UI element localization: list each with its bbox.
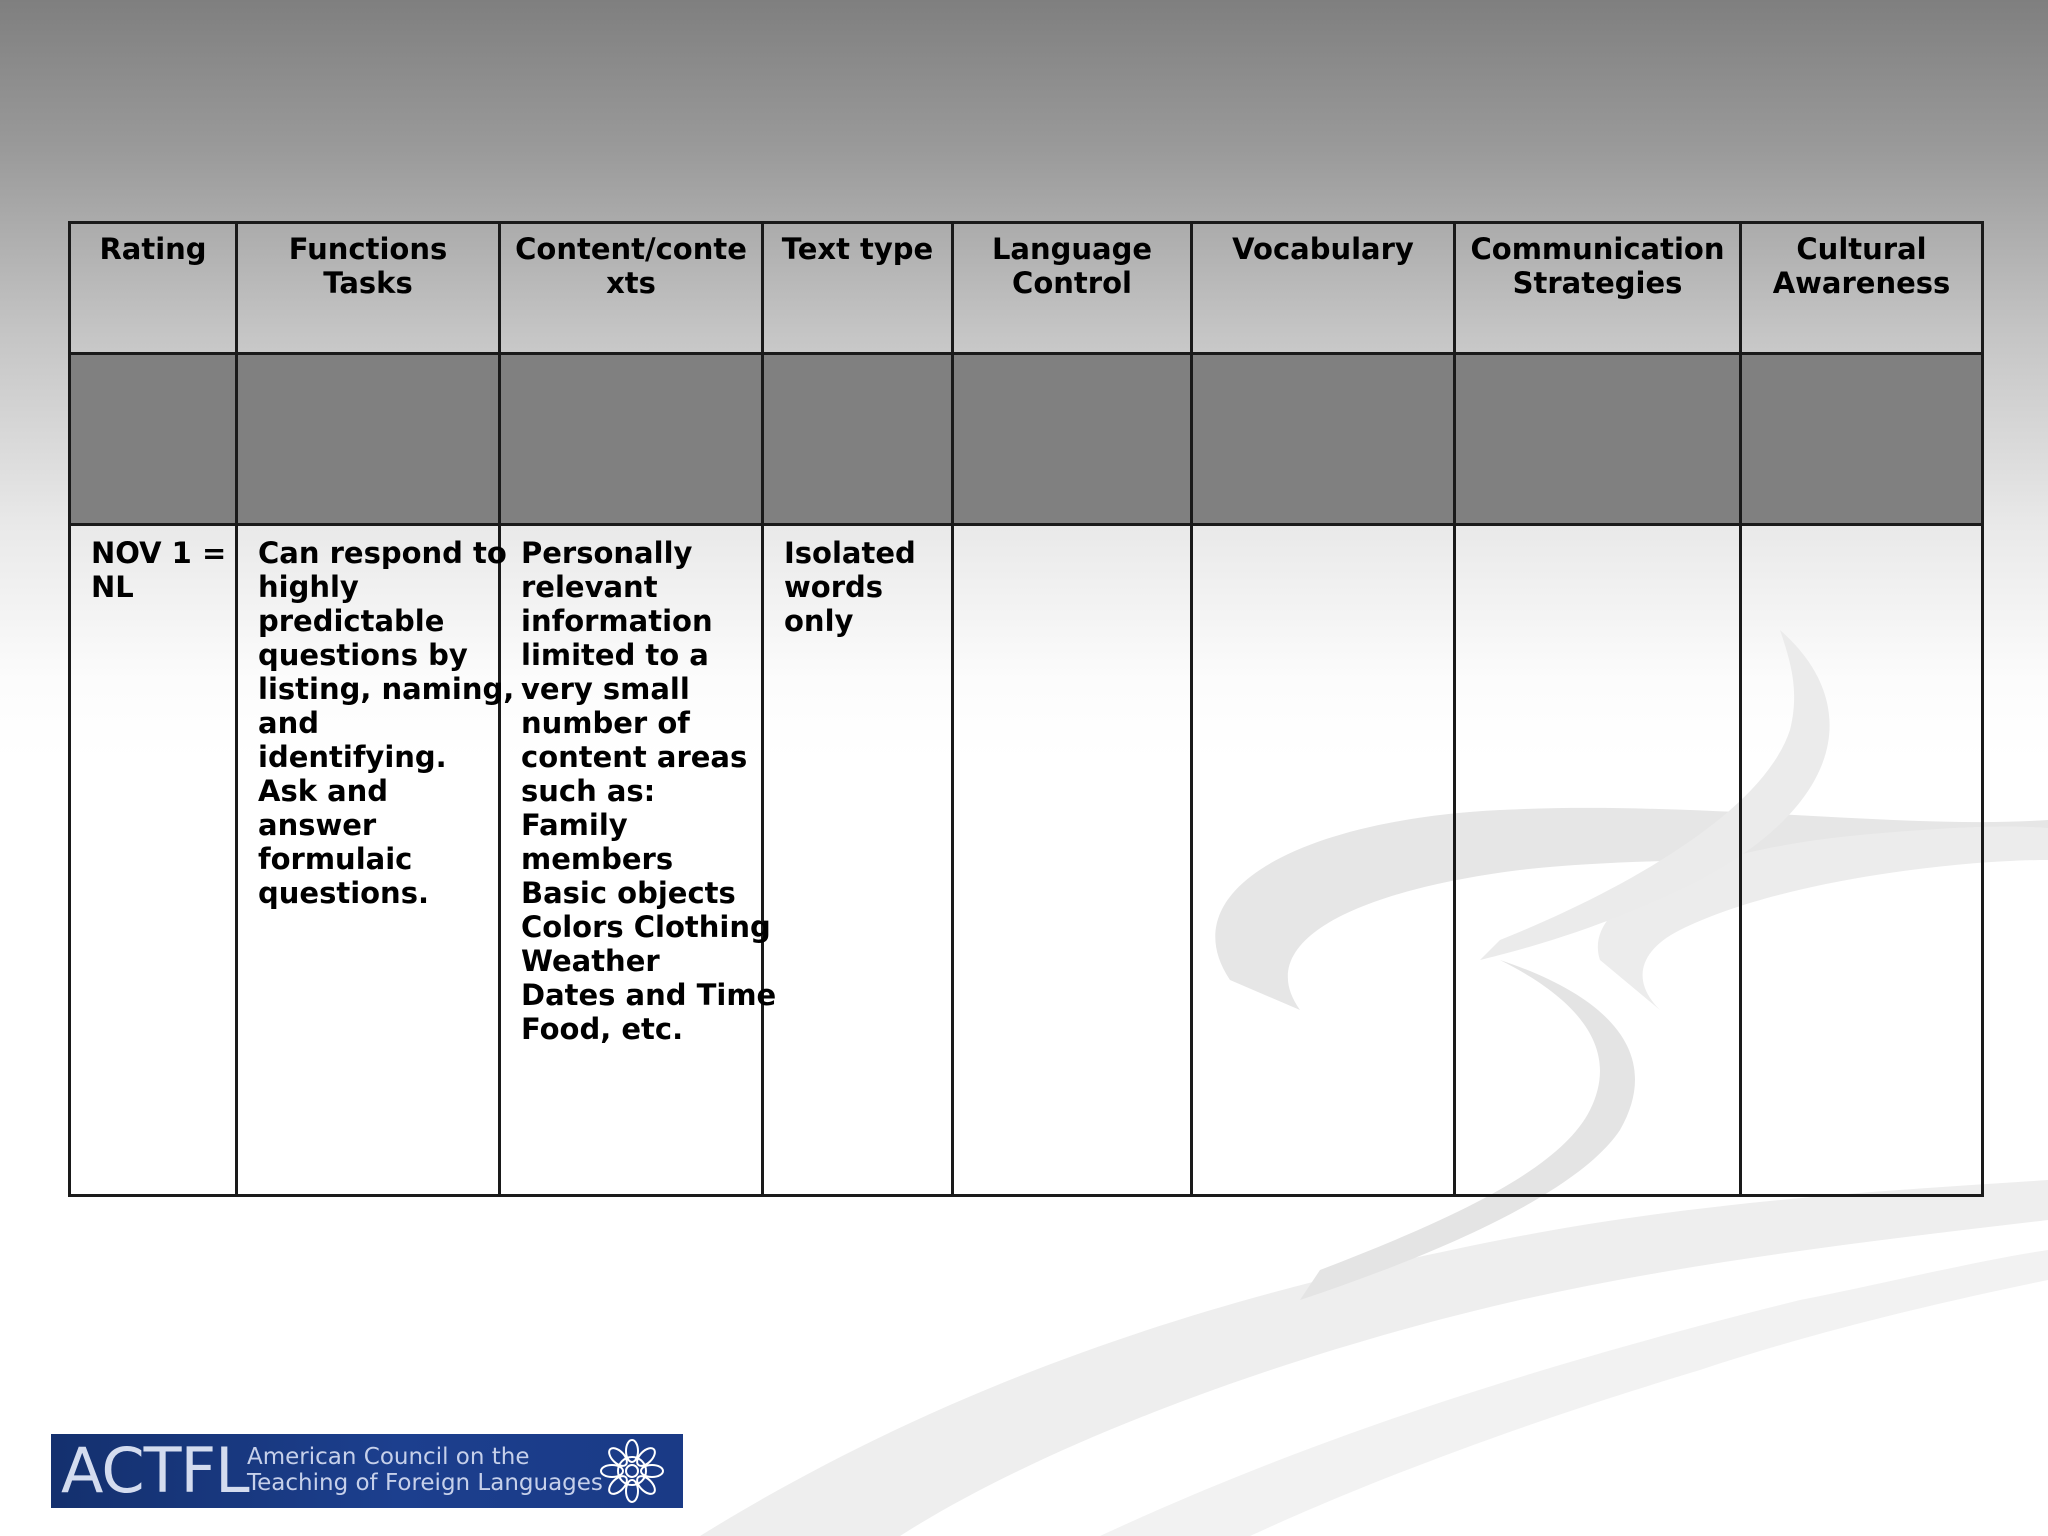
cell-text-line: number of: [521, 706, 690, 740]
cell-text-line: Vocabulary: [1232, 232, 1414, 266]
cell-text-line: identifying.: [258, 740, 447, 774]
cell-text-line: Control: [1012, 266, 1132, 300]
cell-text-line: highly: [258, 570, 359, 604]
cell-text-line: limited to a: [521, 638, 709, 672]
header-text-type: [763, 223, 953, 354]
cell-language-control: [953, 525, 1192, 1196]
cell-text-line: Basic objects: [521, 876, 736, 910]
cell-text-line: questions.: [258, 876, 429, 910]
cell-text-line: Cultural: [1796, 232, 1927, 266]
cell-text-line: xts: [606, 266, 656, 300]
cell-text-line: members: [521, 842, 674, 876]
cell-text-line: NL: [91, 570, 134, 604]
cell-text-line: Content/conte: [515, 232, 747, 266]
header-functions-tasks: [237, 223, 500, 354]
band-cell: [1455, 354, 1741, 525]
band-cell: [500, 354, 763, 525]
cell-text-line: Ask and: [258, 774, 389, 808]
cell-text-line: NOV 1 =: [91, 536, 227, 570]
cell-text-line: only: [784, 604, 854, 638]
cell-text-line: content areas: [521, 740, 748, 774]
band-cell: [1741, 354, 1983, 525]
logo-name-line-2: Teaching of Foreign Languages: [247, 1470, 603, 1496]
cell-text-line: Language: [991, 232, 1153, 266]
proficiency-table: [68, 221, 1984, 1197]
header-cultural-awareness: [1741, 223, 1983, 354]
header-content-contexts: [500, 223, 763, 354]
cell-text-line: very small: [521, 672, 690, 706]
band-cell: [1192, 354, 1455, 525]
cell-functions-tasks: [237, 525, 515, 1196]
cell-text-line: information: [521, 604, 713, 638]
gray-band-row: [70, 354, 1983, 525]
cell-text-type: [763, 525, 953, 1196]
cell-text-line: predictable: [258, 604, 445, 638]
cell-communication-strategies: [1455, 525, 1741, 1196]
logo-organization-name: [247, 1444, 603, 1496]
cell-text-line: Functions: [288, 232, 448, 266]
band-cell: [237, 354, 500, 525]
cell-text-line: questions by: [258, 638, 468, 672]
header-rating: [70, 223, 237, 354]
cell-text-line: Communication: [1470, 232, 1725, 266]
cell-text-line: Dates and Time: [521, 978, 777, 1012]
cell-text-line: Colors Clothing: [521, 910, 771, 944]
logo-name-line-1: American Council on the: [247, 1444, 530, 1470]
cell-text-line: Weather: [521, 944, 660, 978]
header-language-control: [953, 223, 1192, 354]
cell-text-line: relevant: [521, 570, 658, 604]
cell-text-line: Isolated: [784, 536, 916, 570]
cell-text-line: Strategies: [1512, 266, 1683, 300]
cell-text-line: words: [784, 570, 884, 604]
header-row: [70, 223, 1983, 354]
band-cell: [763, 354, 953, 525]
cell-text-line: and: [258, 706, 319, 740]
cell-text-line: Food, etc.: [521, 1012, 684, 1046]
cell-text-line: listing, naming,: [258, 672, 515, 706]
cell-text-line: Family: [521, 808, 628, 842]
logo-acronym: ACTFL: [61, 1434, 249, 1507]
band-cell: [953, 354, 1192, 525]
header-communication-strategies: [1455, 223, 1741, 354]
cell-text-line: answer: [258, 808, 377, 842]
flower-emblem-icon: [587, 1437, 677, 1505]
cell-cultural-awareness: [1741, 525, 1983, 1196]
band-cell: [70, 354, 237, 525]
cell-content-contexts: [500, 525, 777, 1196]
cell-text-line: Rating: [99, 232, 207, 266]
cell-text-line: such as:: [521, 774, 656, 808]
cell-text-line: Text type: [781, 232, 934, 266]
cell-text-line: Tasks: [323, 266, 413, 300]
table-row: [70, 525, 1983, 1196]
cell-rating: [70, 525, 237, 1196]
cell-vocabulary: [1192, 525, 1455, 1196]
cell-text-line: Can respond to: [258, 536, 507, 570]
actfl-logo: [51, 1434, 683, 1508]
cell-text-line: Awareness: [1772, 266, 1951, 300]
header-vocabulary: [1192, 223, 1455, 354]
cell-text-line: Personally: [521, 536, 693, 570]
cell-text-line: formulaic: [258, 842, 413, 876]
